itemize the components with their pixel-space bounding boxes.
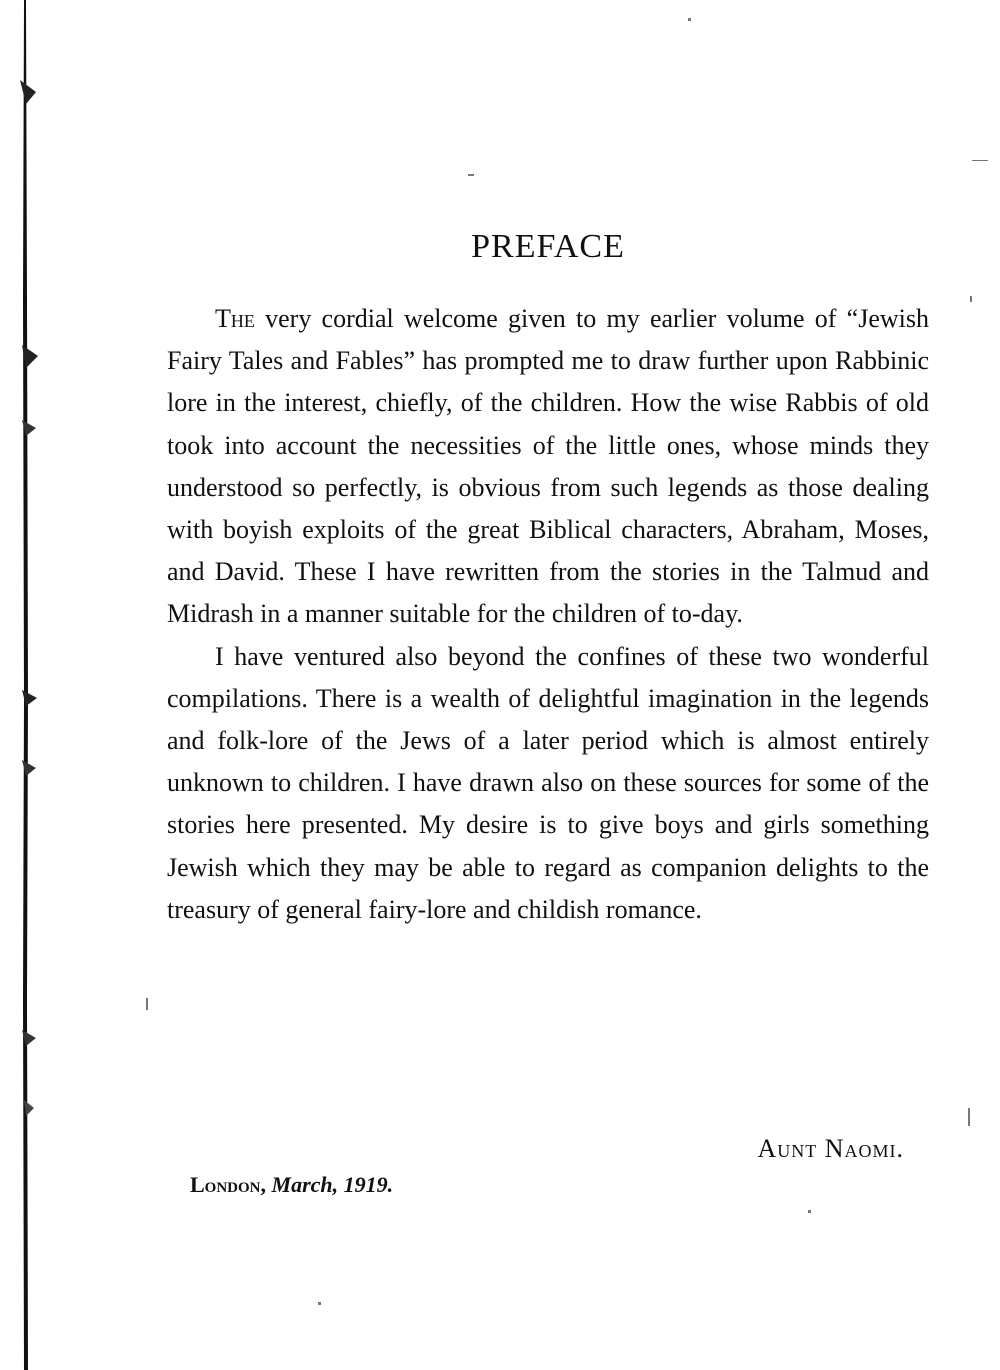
page-title: PREFACE (471, 228, 625, 265)
place-name: London, (190, 1172, 267, 1197)
binding-edge-decoration (10, 0, 40, 1370)
scan-speck (968, 1108, 970, 1126)
paragraph-1-text: very cordial welcome given to my earlier volume of “Jewish Fairy Tales and Fables” has prompted me to draw further upon Rabbinic lore in the interest, chiefly, of the children. How the wise Rabbis of old took into account the necessities of the little ones, whose minds they understood so perfectly, is obvious from such legends as those dealing with boyish exploits of the great Biblical characters, Abraham, Moses, and David. These I have rewritten from the stories in the Talmud and Midrash in a manner suitable for the children of to-day. (167, 304, 929, 629)
paragraph-2 (167, 636, 929, 931)
scan-speck (808, 1210, 811, 1213)
paragraph-2-text: I have ventured also beyond the confines of these two wonderful compilations. There is a wealth of delightful imagination in the legends and folk-lore of the Jews of a later period which is almost entirely unknown to children. I have drawn also on these sources for some of the stories here presented. My desire is to give boys and girls something Jewish which they may be able to regard as companion delights to the treasury of general fairy-lore and childish romance. (167, 641, 929, 924)
scan-speck (970, 296, 972, 302)
preface-body (167, 298, 929, 931)
scan-speck (468, 174, 474, 176)
scan-speck (688, 18, 691, 21)
place-date-line (190, 1172, 393, 1198)
author-signature: Aunt Naomi. (757, 1134, 904, 1163)
paragraph-1-lead: The (215, 304, 255, 333)
scan-speck (318, 1302, 321, 1305)
date-text: March, 1919. (271, 1172, 394, 1197)
paragraph-1 (167, 298, 929, 636)
scan-speck (146, 998, 148, 1010)
scan-speck (972, 160, 988, 161)
